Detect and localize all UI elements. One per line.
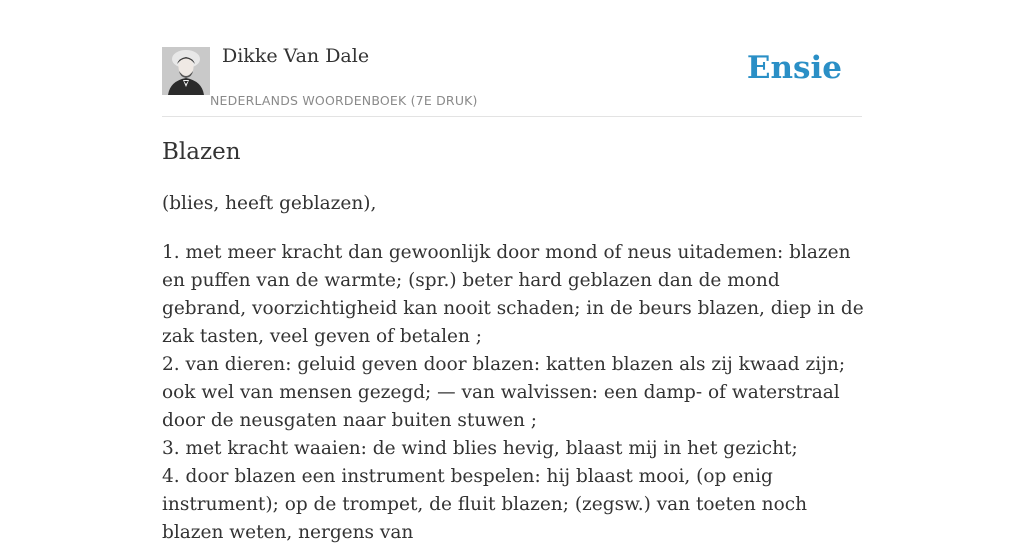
definition-item: 4. door blazen een instrument bespelen: hij blaast mooi, (op enig instrument); op de trompet, de fluit blazen; (zegsw.) van toeten noch blazen weten, nergens van <box>162 466 808 543</box>
entry-header <box>162 0 862 117</box>
portrait-image <box>162 47 210 95</box>
source-label: NEDERLANDS WOORDENBOEK (7E DRUK) <box>210 93 478 108</box>
author-name-link[interactable]: Dikke Van Dale <box>222 45 370 67</box>
entry-title: Blazen <box>162 139 241 165</box>
entry-grammar: (blies, heeft geblazen), <box>162 193 377 214</box>
author-avatar[interactable] <box>162 47 210 95</box>
definition-item: 1. met meer kracht dan gewoonlijk door mond of neus uitademen: blazen en puffen van de warmte; (spr.) beter hard geblazen dan de mond gebrand, voorzichtigheid kan nooit schaden; in de beurs blazen, diep in de zak tasten, veel geven of betalen ; <box>162 242 864 347</box>
definition-item: 2. van dieren: geluid geven door blazen: katten blazen als zij kwaad zijn; ook wel van mensen gezegd; — van walvissen: een damp- of waterstraal door de neusgaten naar buiten stuwen ; <box>162 354 846 431</box>
ensie-logo-link[interactable]: Ensie <box>746 50 842 86</box>
definition-item: 3. met kracht waaien: de wind blies hevig, blaast mij in het gezicht; <box>162 438 798 459</box>
page-container <box>162 0 864 543</box>
definition-list <box>162 239 864 547</box>
